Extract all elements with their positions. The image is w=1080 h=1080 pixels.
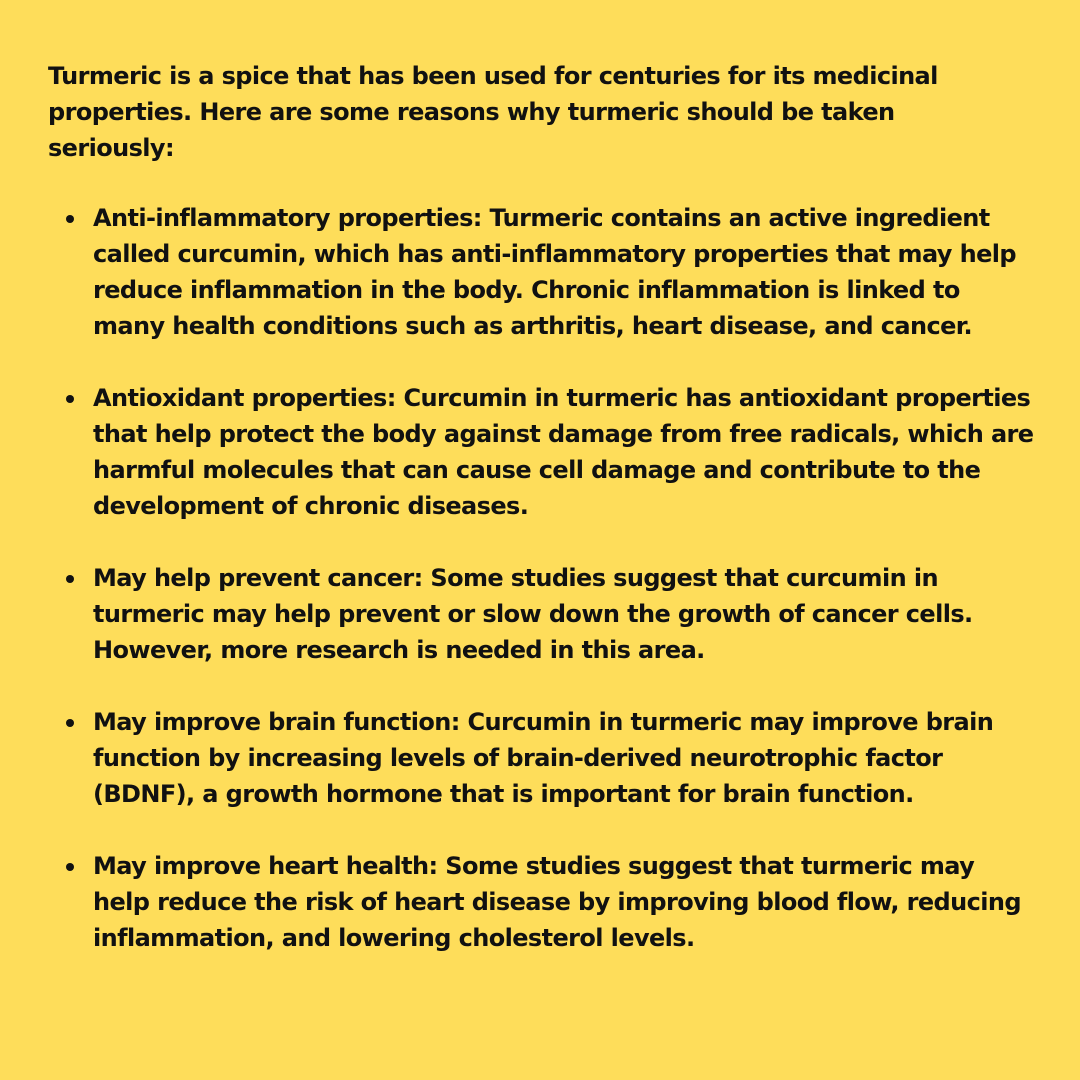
list-item [48, 560, 1036, 668]
bullet-dot-icon [66, 575, 74, 583]
list-item-text: Antioxidant properties: Curcumin in turmeric has antioxidant properties that help protect the body against damage from free radicals, which are harmful molecules that can cause cell damage and contribute to the development of chronic diseases. [93, 384, 1034, 520]
list-item-text: Anti-inflammatory properties: Turmeric contains an active ingredient called curcumin, which has anti-inflammatory properties that may help reduce inflammation in the body. Chronic inflammation is linked to many health conditions such as arthritis, heart disease, and cancer. [93, 204, 1016, 340]
intro-paragraph: Turmeric is a spice that has been used for centuries for its medicinal properties. Here are some reasons why turmeric should be taken seriously: [48, 62, 938, 162]
list-item-text: May help prevent cancer: Some studies suggest that curcumin in turmeric may help prevent or slow down the growth of cancer cells. However, more research is needed in this area. [93, 564, 973, 664]
bullet-dot-icon [66, 863, 74, 871]
list-item [48, 200, 1036, 344]
list-item [48, 704, 1036, 812]
list-item [48, 848, 1036, 956]
list-item-text: May improve brain function: Curcumin in turmeric may improve brain function by increasing levels of brain-derived neurotrophic factor (BDNF), a growth hormone that is important for brain function. [93, 708, 994, 808]
list-item-text: May improve heart health: Some studies suggest that turmeric may help reduce the risk of heart disease by improving blood flow, reducing inflammation, and lowering cholesterol levels. [93, 852, 1021, 952]
bullet-dot-icon [66, 395, 74, 403]
bullet-dot-icon [66, 215, 74, 223]
benefits-list [48, 200, 1036, 956]
list-item [48, 380, 1036, 524]
bullet-dot-icon [66, 719, 74, 727]
